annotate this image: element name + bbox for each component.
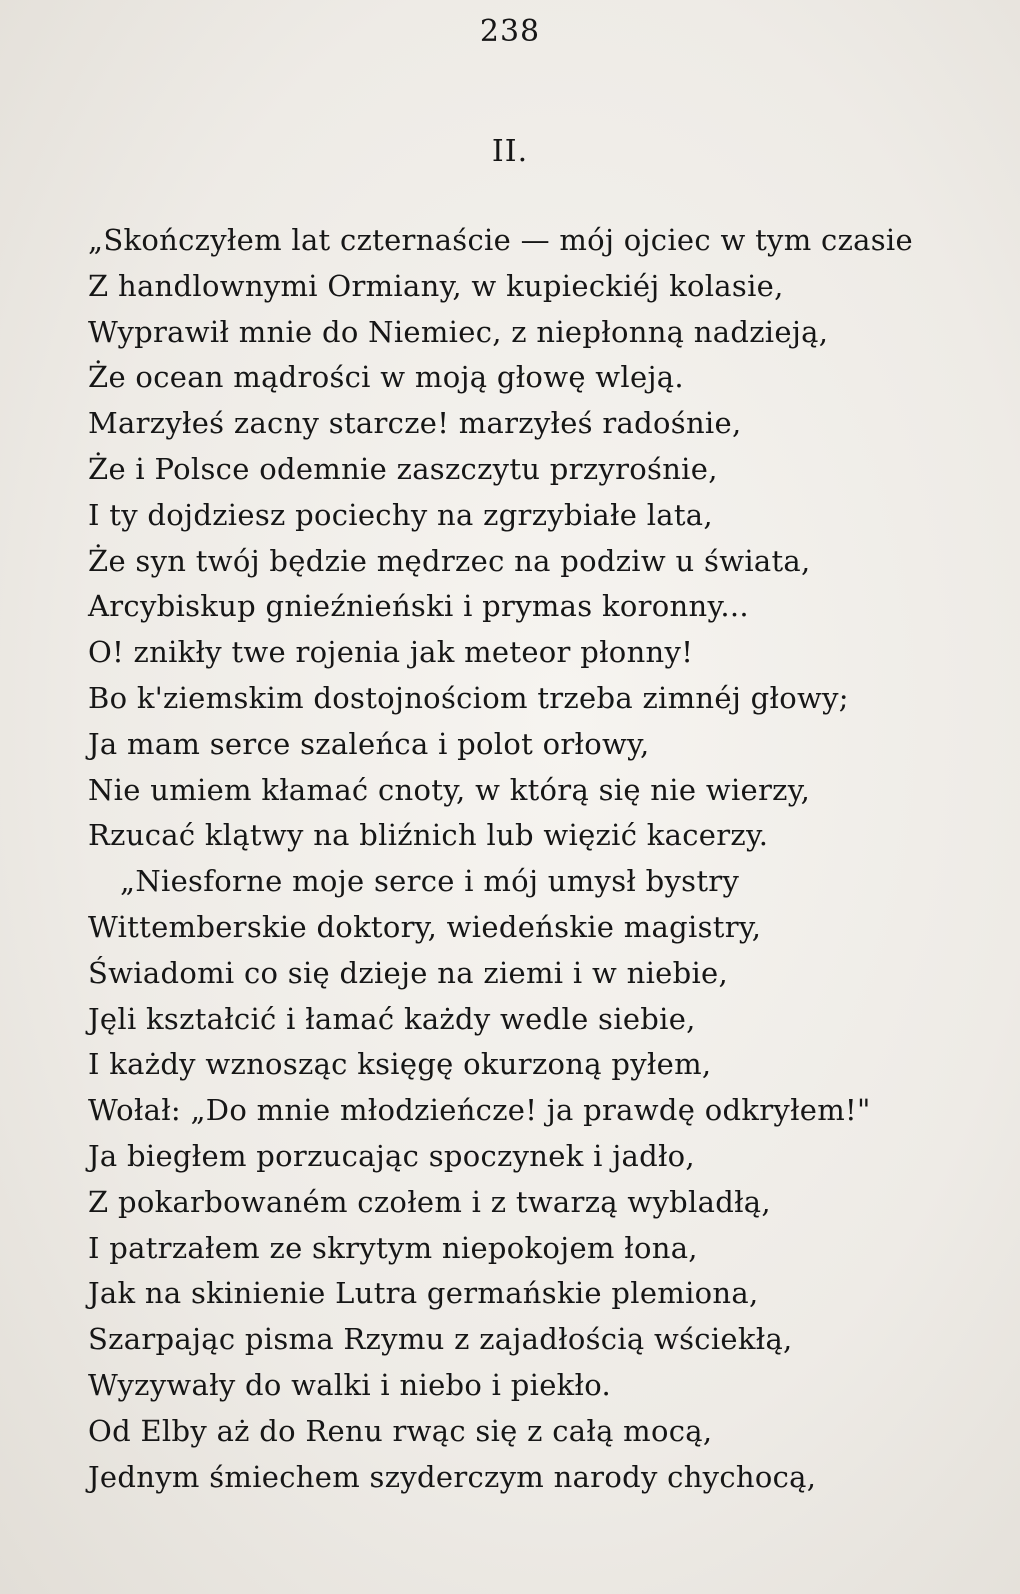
poem-line: Wyprawił mnie do Niemiec, z niepłonną nadzieją, bbox=[88, 314, 829, 349]
poem-line: I patrzałem ze skrytym niepokojem łona, bbox=[88, 1230, 698, 1265]
poem-line: Marzyłeś zacny starcze! marzyłeś radośnie, bbox=[88, 406, 742, 441]
poem-line: Że syn twój będzie mędrzec na podziw u świata, bbox=[88, 543, 811, 578]
poem-line: Jęli kształcić i łamać każdy wedle siebie, bbox=[88, 1001, 696, 1036]
poem-line: I każdy wznosząc księgę okurzoną pyłem, bbox=[88, 1047, 712, 1082]
poem-line: Bo k'ziemskim dostojnościom trzeba zimnéj głowy; bbox=[88, 680, 849, 715]
poem-line: Jak na skinienie Lutra germańskie plemiona, bbox=[88, 1276, 759, 1311]
poem-line: Ja mam serce szaleńca i polot orłowy, bbox=[88, 726, 650, 761]
poem-line: Rzucać klątwy na bliźnich lub więzić kacerzy. bbox=[88, 818, 769, 853]
page-number: 238 bbox=[479, 14, 541, 49]
poem-line: Wyzywały do walki i niebo i piekło. bbox=[88, 1367, 612, 1402]
poem-line: Arcybiskup gnieźnieński i prymas koronny... bbox=[88, 589, 749, 624]
poem-line: O! znikły twe rojenia jak meteor płonny! bbox=[88, 635, 694, 670]
poem-line: Wittemberskie doktory, wiedeńskie magistry, bbox=[88, 909, 762, 944]
poem-line: Z handlownymi Ormiany, w kupieckiéj kolasie, bbox=[88, 268, 784, 303]
poem-line: Jednym śmiechem szyderczym narody chychocą, bbox=[88, 1459, 817, 1494]
poem-line: I ty dojdziesz pociechy na zgrzybiałe lata, bbox=[88, 497, 713, 532]
poem-line: Że i Polsce odemnie zaszczytu przyrośnie, bbox=[88, 451, 718, 486]
poem-line: Że ocean mądrości w moją głowę wleją. bbox=[88, 360, 684, 395]
poem-line: Ja biegłem porzucając spoczynek i jadło, bbox=[88, 1138, 695, 1173]
poem-line: „Niesforne moje serce i mój umysł bystry bbox=[120, 864, 740, 899]
poem-line: Wołał: „Do mnie młodzieńcze! ja prawdę odkryłem!" bbox=[88, 1093, 871, 1128]
poem-line: Nie umiem kłamać cnoty, w którą się nie wierzy, bbox=[88, 772, 811, 807]
poem-line: Od Elby aż do Renu rwąc się z całą mocą, bbox=[88, 1413, 713, 1448]
poem-verse bbox=[88, 218, 988, 1500]
poem-line: Z pokarbowaném czołem i z twarzą wybladłą, bbox=[88, 1184, 771, 1219]
poem-line: Szarpając pisma Rzymu z zajadłością wściekłą, bbox=[88, 1322, 793, 1357]
section-title: II. bbox=[491, 134, 529, 169]
poem-line: Świadomi co się dzieje na ziemi i w niebie, bbox=[88, 955, 729, 990]
poem-line: „Skończyłem lat czternaście — mój ojciec w tym czasie bbox=[88, 223, 913, 257]
